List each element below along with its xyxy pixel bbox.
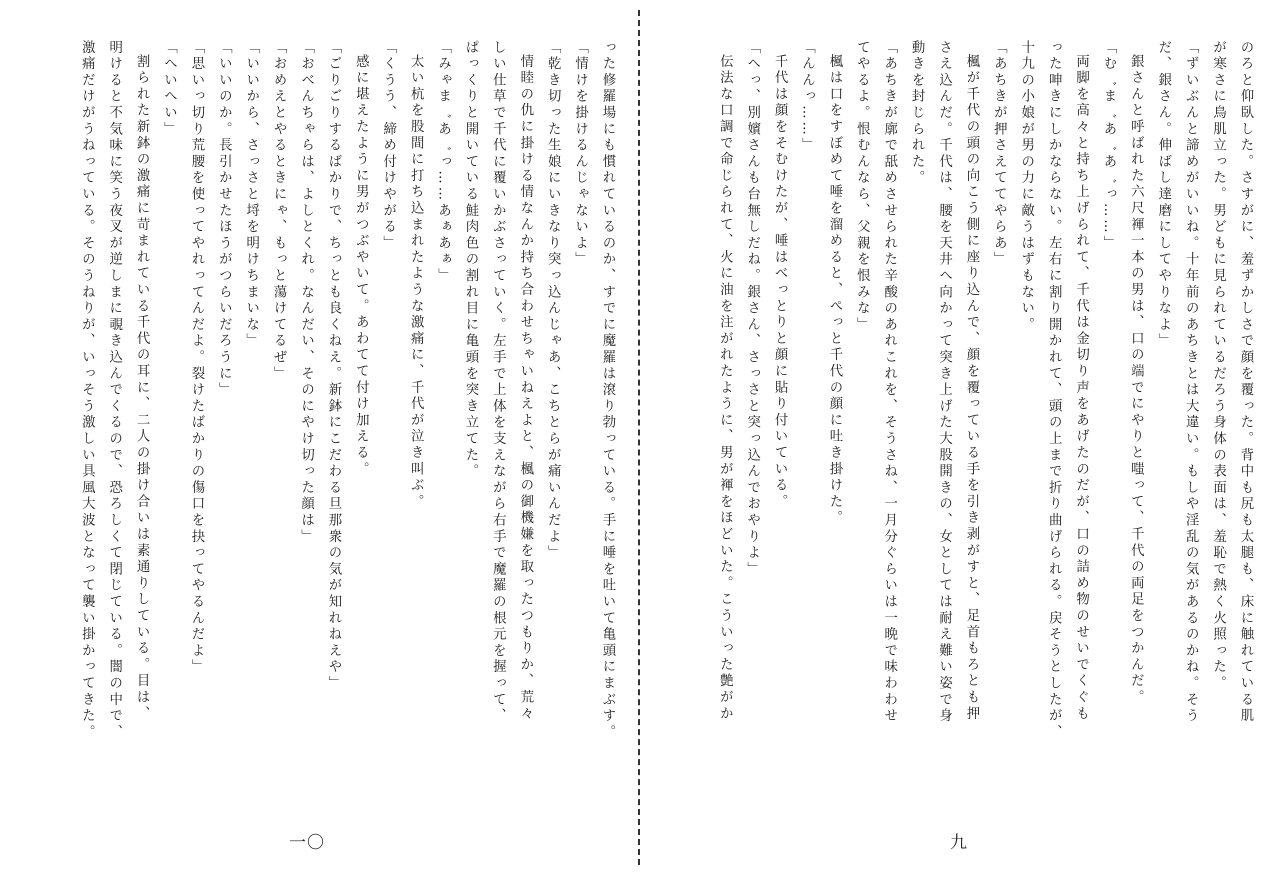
right-page [635,0,1269,880]
text-column: 伝法な口調で命じられて、火に油を注がれたように、男が褌をほどいた。こういった艶がか [717,54,733,723]
text-column: 動きを封じられた。 [909,40,925,187]
text-column: 千代は顔をそむけたが、唾はべっとりと顔に貼り付いている。 [772,54,788,511]
text-column: 「へいへい」 [161,40,177,138]
text-column: 楓が千代の頭の向こう側に座り込んで、顔を覆っている手を引き剥がすと、足首もろとも押 [963,54,979,723]
text-column: 銀さんと呼ばれた六尺褌一本の男は、口の端でにやりと嗤って、千代の両足をつかんだ。 [1128,54,1144,706]
left-page-text [73,40,621,740]
right-page-text [711,40,1259,740]
text-column: った修羅場にも慣れているのか、すでに魔羅は滾り勃っている。手に唾を吐いて亀頭にまぶす。 [600,40,615,741]
text-column: 太い杭を股間に打ち込まれたような激痛に、千代が泣き叫ぶ。 [408,54,424,511]
text-column: 「あちきが押さえててやらあ」 [991,40,1007,269]
text-column: のろと仰臥した。さすがに、羞ずかしさで顔を覆った。背中も尻も太腿も、床に触れている肌 [1238,40,1253,725]
text-column: 感に堪えたように男がつぶやいて。あわてて付け加える。 [353,54,369,478]
text-column: しい仕草で千代に覆いかぶさっていく。左手で上体を支えながら右手で魔羅の根元を握って、 [490,40,506,725]
text-column: 「情けを掛けるんじゃないよ」 [572,40,588,269]
text-column: 「おべんちゃらは、よしとくれ。なんだい、そのにやけ切った顔は」 [298,40,314,546]
text-column: 「んんっ……」 [799,40,815,155]
left-page [0,0,634,880]
text-column: さえ込んだ。千代は、腰を天井へ向かって突き上げた大股開きの、女としては耐え難い姿で身 [936,40,952,725]
text-column: 両脚を高々と持ち上げられて、千代は金切り声をあげたのだが、口の詰め物のせいでくぐも [1073,54,1089,723]
text-column: 情睦の仇に掛ける情なんか持ち合わせちゃいねえよと、楓の御機嫌を取ったつもりか、荒々 [517,54,533,723]
text-column: だ、銀さん。伸ばし達磨にしてやりなよ」 [1155,40,1171,350]
text-column: 「おめえとやるときにゃ、もっと蕩けてるぜ」 [271,40,287,383]
text-column: 「思いっ切り荒腰を使ってやれってんだよ。裂けたばかりの傷口を抉ってやるんだよ」 [188,40,204,676]
text-column: てやるよ。恨むんなら、父親を恨みな」 [854,40,870,334]
text-column: 「いいのか。長引かせたほうがつらいだろうに」 [216,40,232,399]
text-column: 「ごりごりするばかりで、ちっとも良くねえ。新鉢にこだわる旦那衆の気が知れねえや」 [325,40,341,692]
text-column: 「あちきが廓で舐めさせられた辛酸のあれこれを、そうさね、一月分ぐらいは一晩で味わわせ [881,40,897,725]
right-page-number: 九 [950,833,968,853]
text-column: 明けると不気味に笑う夜叉が逆しまに覗き込んでくるので、恐ろしくて閉じている。闇の中で、 [106,40,122,741]
text-column: 「ずいぶんと諦めがいいね。十年前のあちきとは大違い。もしや淫乱の気があるのかね。そう [1183,40,1199,725]
text-column: 「いいから、さっさと埒を明けちまいな」 [243,40,259,350]
left-page-number: 一〇 [289,833,325,853]
text-column: 「む゛ま゛あ゛あ゛っ……」 [1100,40,1116,252]
text-column: 十九の小娘が男の力に敵うはずもない。 [1018,40,1034,334]
text-column: 激痛だけがうねっている。そのうねりが、いっそう激しい具風大波となって襲い掛かってきた。 [79,40,95,741]
text-column: 割られた新鉢の激痛に苛まれている千代の耳に、二人の掛け合いは素通りしている。目は、 [134,54,150,723]
text-column: 「みゃま゛あ゛っ……あぁあぁ」 [435,40,451,285]
text-column: 楓は口をすぼめて唾を溜めると、ぺっと千代の顔に吐き掛けた。 [826,54,842,527]
text-column: が寒さに鳥肌立った。男どもに見られているだろう身体の表面は、羞恥で熱く火照った。 [1210,40,1226,692]
text-column: 「乾き切った生娘にいきなり突っ込んじゃあ、こちとらが痛いんだよ」 [545,40,561,562]
text-column: 「くうう、締め付けやがる」 [380,40,396,252]
text-column: ぱっくりと開いている鮭肉色の割れ目に亀頭を突き立てた。 [462,40,478,481]
text-column: 「へっ、別嬪さんも台無しだね。銀さん、さっさと突っ込んでおやりよ」 [744,40,760,578]
text-column: った呻きにしかならない。左右に割り開かれて、頭の上まで折り曲げられる。戻そうとしたが、 [1046,40,1062,741]
